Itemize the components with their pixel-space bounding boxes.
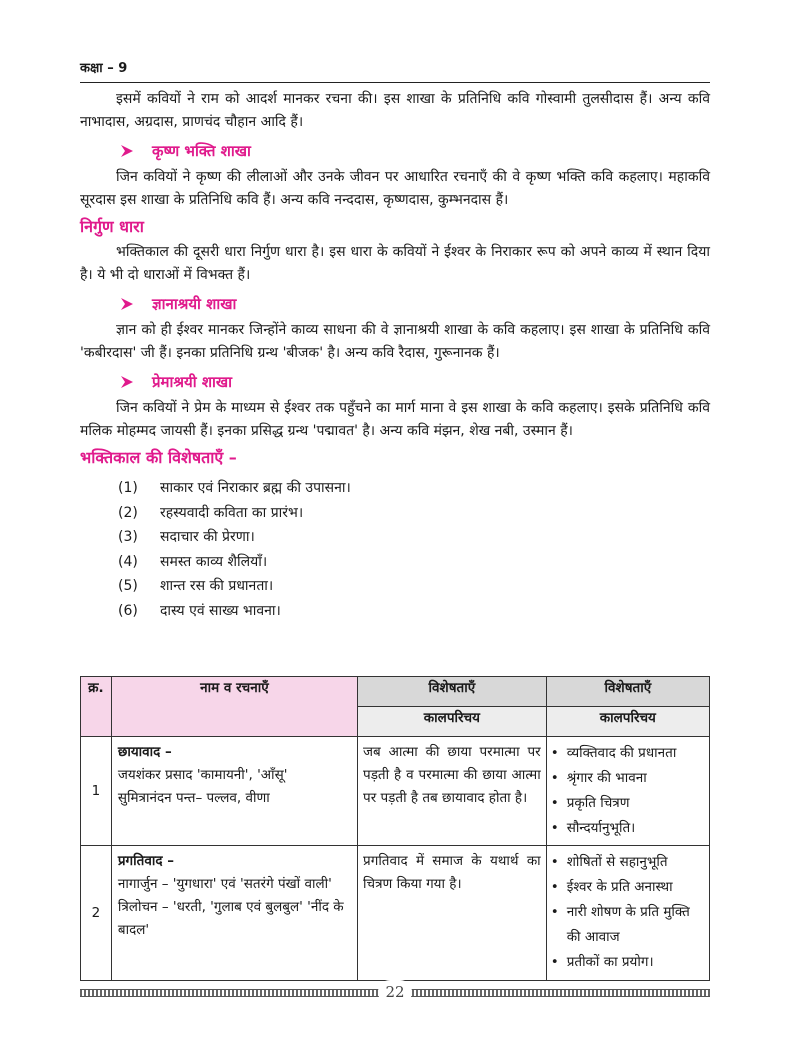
arrowhead-icon [120, 144, 134, 158]
list-item: • ईश्वर के प्रति अनास्था [551, 875, 705, 900]
row-title: छायावाद – [117, 744, 172, 760]
nirgun-paragraph: भक्तिकाल की दूसरी धारा निर्गुण धारा है। इस धारा के कवियों ने ईश्वर के निराकार रूप को अपने काव्य में स्थान दिया है। ये भी दो धाराओं में विभक्त हैं। [80, 244, 710, 283]
list-item: • सौन्दर्यानुभूति। [551, 816, 705, 841]
list-item: (2) रहस्यवादी कविता का प्रारंभ। [118, 504, 304, 521]
bullet-dot-icon: • [550, 854, 559, 870]
header-col4-sub: कालपरिचय [546, 707, 709, 737]
row-line: नागार्जुन – 'युगधारा' एवं 'सतरंगे पंखों वाली' [117, 876, 332, 892]
bullet-dot-icon: • [550, 820, 559, 836]
page-number: 22 [378, 980, 412, 1004]
list-item: (3) सदाचार की प्रेरणा। [118, 529, 255, 545]
list-item: (1) साकार एवं निराकार ब्रह्म की उपासना। [118, 480, 351, 496]
header-col3-sub: कालपरिचय [358, 707, 547, 737]
table-row [81, 737, 710, 846]
arrowhead-icon [120, 375, 134, 389]
row-description: प्रगतिवाद में समाज के यथार्थ का चित्रण किया गया है। [358, 846, 547, 981]
table-row [81, 846, 710, 981]
header-name: नाम व रचनाएँ [111, 677, 357, 737]
list-item: (5) शान्त रस की प्रधानता। [118, 578, 274, 594]
row-description: जब आत्मा की छाया परमात्मा पर पड़ती है व परमात्मा की छाया आत्मा पर पड़ती है तब छायावाद होता है। [358, 737, 547, 846]
bullet-dot-icon: • [550, 954, 559, 970]
nirgun-heading: निर्गुण धारा [80, 217, 144, 236]
row-title: प्रगतिवाद – [117, 853, 174, 869]
prem-paragraph: जिन कवियों ने प्रेम के माध्यम से ईश्वर तक पहुँचने का मार्ग माना वे इस शाखा के कवि कहलाए। इसके प्रतिनिधि कवि मलिक मोहम्मद जायसी हैं। इनका प्रसिद्ध ग्रन्थ 'पद्मावत' है। अन्य कवि मंझन, शेख नबी, उस्मान हैं। [80, 400, 710, 439]
literature-table [80, 676, 710, 981]
krishna-paragraph: जिन कवियों ने कृष्ण की लीलाओं और उनके जीवन पर आधारित रचनाएँ की वे कृष्ण भक्ति कवि कहलाए। महाकवि सूरदास इस शाखा के प्रतिनिधि कवि हैं। अन्य कवि नन्ददास, कृष्णदास, कुम्भनदास हैं। [80, 169, 710, 208]
gyan-paragraph: ज्ञान को ही ईश्वर मानकर जिन्होंने काव्य साधना की वे ज्ञानाश्रयी शाखा के कवि कहलाए। इस शाखा के प्रतिनिधि कवि 'कबीरदास' जी हैं। इनका प्रतिनिधि ग्रन्थ 'बीजक' है। अन्य कवि रैदास, गुरूनानक हैं। [80, 322, 710, 361]
prem-heading-text: प्रेमाश्रयी शाखा [152, 373, 233, 391]
intro-paragraph: इसमें कवियों ने राम को आदर्श मानकर रचना की। इस शाखा के प्रतिनिधि कवि गोस्वामी तुलसीदास हैं। अन्य कवि नाभादास, अग्रदास, प्राणचंद चौहान आदि हैं। [80, 91, 710, 130]
row-line: जयशंकर प्रसाद 'कामायनी', 'आँसू' [117, 767, 288, 783]
page-header [80, 58, 710, 83]
list-item: • शोषितों से सहानुभूति [551, 850, 705, 875]
arrowhead-icon [120, 297, 134, 311]
page-footer [80, 980, 710, 1004]
list-item: (4) समस्त काव्य शैलियाँ। [118, 553, 268, 570]
class-label: कक्षा – 9 [80, 61, 128, 76]
row-number: 1 [81, 737, 112, 846]
bullet-dot-icon: • [550, 770, 559, 786]
list-item: (6) दास्य एवं साख्य भावना। [118, 602, 281, 619]
main-content [80, 88, 710, 623]
bullet-dot-icon: • [550, 904, 559, 920]
header-sno: क्र. [81, 677, 112, 737]
gyan-heading-text: ज्ञानाश्रयी शाखा [152, 295, 237, 313]
krishna-heading-text: कृष्ण भक्ति शाखा [152, 142, 251, 160]
header-col3: विशेषताएँ [358, 677, 547, 707]
features-list [118, 476, 710, 623]
prem-heading [120, 367, 710, 397]
krishna-heading [120, 136, 710, 166]
list-item: • श्रृंगार की भावना [551, 766, 705, 791]
header-col4: विशेषताएँ [546, 677, 709, 707]
row-number: 2 [81, 846, 112, 981]
list-item: • व्यक्तिवाद की प्रधानता [551, 741, 705, 766]
list-item: • प्रतीकों का प्रयोग। [551, 950, 705, 975]
row-features [551, 741, 705, 841]
row-line: सुमित्रानंदन पन्त– पल्लव, वीणा [117, 790, 270, 806]
list-item: • प्रकृति चित्रण [551, 791, 705, 816]
row-line: त्रिलोचन – 'धरती, 'गुलाब एवं बुलबुल' 'नींद के बादल' [117, 899, 344, 938]
bullet-dot-icon: • [550, 879, 559, 895]
bullet-dot-icon: • [550, 795, 559, 811]
list-item: • नारी शोषण के प्रति मुक्ति की आवाज [551, 900, 705, 950]
gyan-heading [120, 289, 710, 319]
features-heading: भक्तिकाल की विशेषताएँ – [80, 448, 237, 467]
row-features [551, 850, 705, 975]
bullet-dot-icon: • [550, 745, 559, 761]
